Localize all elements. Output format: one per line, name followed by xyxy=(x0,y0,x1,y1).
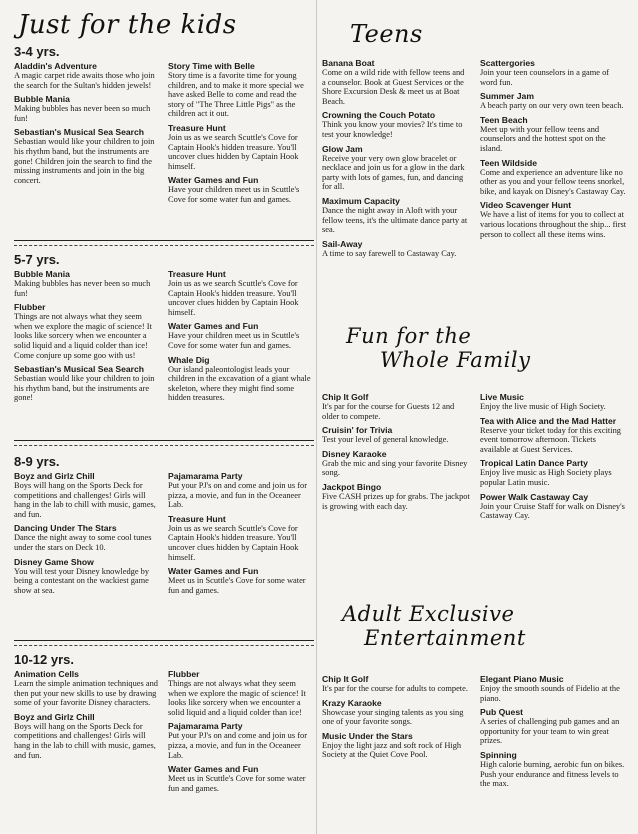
event-description: Sebastian would like your children to join his rhythm band, but the instruments are gone! xyxy=(14,374,155,403)
event-description: A time to say farewell to Castaway Cay. xyxy=(322,248,457,258)
adult-heading xyxy=(342,602,526,650)
event-description: Meet us in Scuttle's Cove for some water fun and games. xyxy=(168,774,306,793)
event-description: Making bubbles has never been so much fun! xyxy=(14,104,151,123)
event-item xyxy=(480,392,628,412)
events-right xyxy=(480,674,628,793)
event-description: A series of challenging pub games and an opportunity for your team to win great prizes. xyxy=(480,717,620,746)
event-title: Jackpot Bingo xyxy=(322,481,382,492)
event-description: Enjoy the live music of High Society. xyxy=(480,402,606,411)
event-item xyxy=(322,698,470,727)
event-item xyxy=(322,392,470,421)
event-title: Tea with Alice and the Mad Hatter xyxy=(480,415,617,426)
adult-heading-line1: Adult Exclusive xyxy=(342,602,515,626)
event-description: Put your PJ's on and come and join us for pizza, a movie, and fun in the Oceaneer Lab. xyxy=(168,481,307,510)
event-item xyxy=(168,175,314,204)
event-title: Teen Beach xyxy=(480,114,528,125)
event-item xyxy=(168,269,314,317)
event-item xyxy=(14,523,160,552)
event-item xyxy=(168,321,314,350)
event-item xyxy=(480,416,628,455)
event-item xyxy=(168,61,314,119)
event-title: Pub Quest xyxy=(480,707,523,718)
event-item xyxy=(480,674,628,703)
event-title: Teen Wildside xyxy=(480,157,538,168)
event-item xyxy=(14,557,160,596)
age-section-10-12 xyxy=(14,652,314,797)
event-title: Summer Jam xyxy=(480,91,534,102)
event-title: Cruisin' for Trivia xyxy=(322,425,393,436)
event-item xyxy=(480,91,628,111)
event-item xyxy=(14,302,160,360)
event-title: Tropical Latin Dance Party xyxy=(480,458,588,469)
event-item xyxy=(14,61,160,90)
event-item xyxy=(14,669,160,708)
event-description: Receive your very own glow bracelet or necklace and join us for a glow in the dark party with lots of games, fun, and dancing for all. xyxy=(322,153,465,192)
event-description: We have a list of items for you to collect at various locations throughout the ship... first person to collect all these items wins. xyxy=(480,210,627,239)
section-divider xyxy=(14,240,314,246)
family-heading-line1: Fun for the xyxy=(346,324,472,348)
events-left xyxy=(14,669,160,797)
event-description: A beach party on our very own teen beach. xyxy=(480,101,624,111)
event-title: Pajamarama Party xyxy=(168,471,243,481)
age-label: 8-9 yrs. xyxy=(14,454,60,469)
event-title: Sebastian's Musical Sea Search xyxy=(14,127,145,138)
event-description: Enjoy the light jazz and soft rock of High Society at the Quiet Cove Pool. xyxy=(322,740,462,760)
event-description: Come on a wild ride with fellow teens and a counselor. Book at Guest Services or the Shore Excursion Desk & meet us at Boat Beach. xyxy=(322,68,465,106)
event-description: Put your PJ's on and come and join us for pizza, a movie, and fun in the Oceaneer Lab. xyxy=(168,731,307,760)
column-divider xyxy=(316,0,317,834)
event-description: Think you know your movies? It's time to test your knowledge! xyxy=(322,120,463,139)
event-item xyxy=(322,239,470,259)
event-item xyxy=(168,471,314,510)
events-right xyxy=(480,58,628,262)
event-description: Join us as we search Scuttle's Cove for Captain Hook's hidden treasure. You'll uncover clues hidden by Captain Hook himself. xyxy=(168,279,299,317)
events-left xyxy=(322,58,470,262)
event-title: Whale Dig xyxy=(168,354,210,365)
event-item xyxy=(14,94,160,123)
event-item xyxy=(322,482,470,511)
event-item xyxy=(322,58,470,106)
age-section-8-9 xyxy=(14,454,314,599)
event-title: Glow Jam xyxy=(322,143,363,154)
events-left xyxy=(14,471,160,599)
event-item xyxy=(480,115,628,154)
event-title: Chip It Golf xyxy=(322,674,369,684)
event-title: Spinning xyxy=(480,749,517,760)
age-section-3-4 xyxy=(14,44,314,209)
event-title: Disney Game Show xyxy=(14,556,94,567)
events-left xyxy=(322,674,470,793)
event-description: Boys will hang on the Sports Deck for competitions and challenges! Girls will hang in the lab to chill with music, games, and fun. xyxy=(14,481,156,519)
event-title: Live Music xyxy=(480,392,524,402)
event-item xyxy=(322,449,470,478)
age-section-5-7 xyxy=(14,252,314,407)
family-heading-line2: Whole Family xyxy=(380,348,531,372)
event-description: It's par for the course for adults to compete. xyxy=(322,684,468,693)
events-left xyxy=(14,269,160,407)
event-description: Have your children meet us in Scuttle's Cove for some water fun and games. xyxy=(168,185,300,204)
event-title: Water Games and Fun xyxy=(168,175,259,186)
event-title: Aladdin's Adventure xyxy=(14,61,97,71)
age-label: 10-12 yrs. xyxy=(14,652,74,667)
event-title: Video Scavenger Hunt xyxy=(480,200,572,211)
event-description: Test your level of general knowledge. xyxy=(322,435,449,445)
event-description: Showcase your singing talents as you sing one of your favorite songs. xyxy=(322,707,464,727)
event-title: Scattergories xyxy=(480,58,535,68)
adult-section xyxy=(322,674,628,793)
event-description: Learn the simple animation techniques and then put your new skills to use by drawing some of your favorite Disney characters. xyxy=(14,679,158,708)
adult-heading-line2: Entertainment xyxy=(364,626,526,650)
event-description: Reserve your ticket today for this exciting event tomorrow afternoon. Tickets available at Guest Services. xyxy=(480,425,621,454)
event-title: Flubber xyxy=(168,669,200,679)
event-description: Come and experience an adventure like no other as you and your fellow teens snorkel, bike, and kayak on Disney's Castaway Cay. xyxy=(480,167,626,196)
event-title: Boyz and Girlz Chill xyxy=(14,711,95,722)
event-description: Dance the night away in Aloft with your fellow teens, it's the ultimate dance party at sea. xyxy=(322,205,468,235)
teens-heading: Teens xyxy=(350,20,423,48)
event-description: Things are not always what they seem when we explore the magic of science! It looks like sorcery when we encounter a solid liquid and a liquid colder than ice! xyxy=(168,679,306,717)
event-item xyxy=(168,514,314,562)
event-title: Sebastian's Musical Sea Search xyxy=(14,364,145,375)
events-right xyxy=(168,471,314,599)
event-title: Crowning the Couch Potato xyxy=(322,110,436,121)
event-title: Banana Boat xyxy=(322,58,375,68)
event-title: Water Games and Fun xyxy=(168,321,259,332)
event-title: Bubble Mania xyxy=(14,269,70,279)
event-description: Enjoy live music as High Society plays popular Latin music. xyxy=(480,468,612,487)
event-item xyxy=(14,471,160,519)
event-description: Have your children meet us in Scuttle's Cove for some water fun and games. xyxy=(168,331,300,350)
event-item xyxy=(480,458,628,487)
event-description: Enjoy the smooth sounds of Fidelio at the piano. xyxy=(480,684,620,703)
event-title: Music Under the Stars xyxy=(322,730,413,741)
event-title: Flubber xyxy=(14,302,46,313)
event-title: Boyz and Girlz Chill xyxy=(14,471,95,481)
event-description: Our island paleontologist leads your children in the excavation of a giant whale skeleton, where they might find some hidden treasures. xyxy=(168,364,311,403)
event-item xyxy=(14,127,160,185)
event-description: Join us as we search Scuttle's Cove for Captain Hook's hidden treasure. You'll uncover clues hidden by Captain Hook himself. xyxy=(168,132,299,171)
event-description: Meet us in Scuttle's Cove for some water fun and games. xyxy=(168,576,306,595)
event-item xyxy=(14,269,160,298)
event-description: Making bubbles has never been so much fun! xyxy=(14,279,151,298)
event-item xyxy=(480,158,628,197)
family-heading xyxy=(346,324,530,372)
event-title: Elegant Piano Music xyxy=(480,674,564,684)
age-label: 3-4 yrs. xyxy=(14,44,60,59)
event-item xyxy=(322,144,470,192)
event-item xyxy=(168,669,314,717)
event-description: Join us as we search Scuttle's Cove for Captain Hook's hidden treasure. You'll uncover clues hidden by Captain Hook himself. xyxy=(168,523,299,562)
event-title: Disney Karaoke xyxy=(322,448,387,459)
event-title: Power Walk Castaway Cay xyxy=(480,491,589,502)
kids-heading: Just for the kids xyxy=(18,10,237,40)
event-item xyxy=(322,110,470,139)
event-title: Chip It Golf xyxy=(322,392,369,402)
event-description: It's par for the course for Guests 12 and older to compete. xyxy=(322,402,455,421)
event-item xyxy=(168,355,314,403)
events-right xyxy=(168,61,314,209)
event-item xyxy=(168,123,314,171)
event-item xyxy=(14,712,160,760)
event-description: Grab the mic and sing your favorite Disney song. xyxy=(322,458,468,478)
event-title: Krazy Karaoke xyxy=(322,697,382,708)
section-divider xyxy=(14,640,314,646)
event-title: Dancing Under The Stars xyxy=(14,523,117,534)
events-right xyxy=(168,669,314,797)
event-description: Join your teen counselors in a game of word fun. xyxy=(480,68,610,87)
event-title: Treasure Hunt xyxy=(168,122,226,133)
event-item xyxy=(322,674,470,694)
event-item xyxy=(322,731,470,760)
event-title: Story Time with Belle xyxy=(168,61,255,71)
kids-column xyxy=(14,6,314,793)
events-right xyxy=(480,392,628,525)
event-description: Dance the night away to some cool tunes under the stars on Deck 10. xyxy=(14,533,152,552)
event-title: Sail-Away xyxy=(322,238,363,249)
event-title: Pajamarama Party xyxy=(168,721,243,732)
event-title: Treasure Hunt xyxy=(168,269,226,279)
event-title: Bubble Mania xyxy=(14,94,70,105)
event-item xyxy=(480,58,628,87)
section-divider xyxy=(14,440,314,446)
event-title: Water Games and Fun xyxy=(168,764,259,775)
event-description: Things are not always what they seem when we explore the magic of science! It looks like sorcery when we encounter a solid liquid and a liquid colder than ice! Come conjure up some goo with us! xyxy=(14,312,152,360)
event-title: Water Games and Fun xyxy=(168,566,259,577)
event-item xyxy=(168,764,314,793)
event-item xyxy=(480,492,628,521)
event-description: Story time is a favorite time for young children, and to make it more special we have asked Belle to come and read the story of "The Three Little Pigs" as the children act it out. xyxy=(168,71,304,119)
event-description: High calorie burning, aerobic fun on bikes. Push your endurance and fitness levels to the max. xyxy=(480,759,625,789)
event-description: Meet up with your fellow teens and counselors and the hottest spot on the island. xyxy=(480,124,606,153)
event-item xyxy=(322,425,470,445)
event-title: Treasure Hunt xyxy=(168,513,226,524)
event-item xyxy=(168,566,314,595)
teens-section xyxy=(322,58,628,262)
age-label: 5-7 yrs. xyxy=(14,252,60,267)
event-description: You will test your Disney knowledge by being a contestant on the wackiest game show at sea. xyxy=(14,566,150,595)
event-item xyxy=(168,721,314,760)
event-title: Animation Cells xyxy=(14,669,79,679)
event-description: Five CASH prizes up for grabs. The jackpot is growing with each day. xyxy=(322,491,470,511)
event-item xyxy=(480,750,628,789)
event-item xyxy=(480,200,628,239)
events-right xyxy=(168,269,314,407)
events-left xyxy=(322,392,470,525)
family-section xyxy=(322,392,628,525)
event-title: Maximum Capacity xyxy=(322,195,400,206)
event-description: Boys will hang on the Sports Deck for competitions and challenges! Girls will hang in the lab to chill with music, games, and fun. xyxy=(14,721,156,760)
event-description: A magic carpet ride awaits those who join the search for the Sultan's hidden jewels! xyxy=(14,71,155,90)
event-description: Join your Cruise Staff for walk on Disney's Castaway Cay. xyxy=(480,501,625,521)
event-item xyxy=(480,707,628,746)
event-description: Sebastian would like your children to join his rhythm band, but the instruments are gone! Children join the search to find the missing instruments and join in the big concert. xyxy=(14,137,155,185)
events-left xyxy=(14,61,160,209)
event-item xyxy=(322,196,470,235)
event-item xyxy=(14,364,160,403)
